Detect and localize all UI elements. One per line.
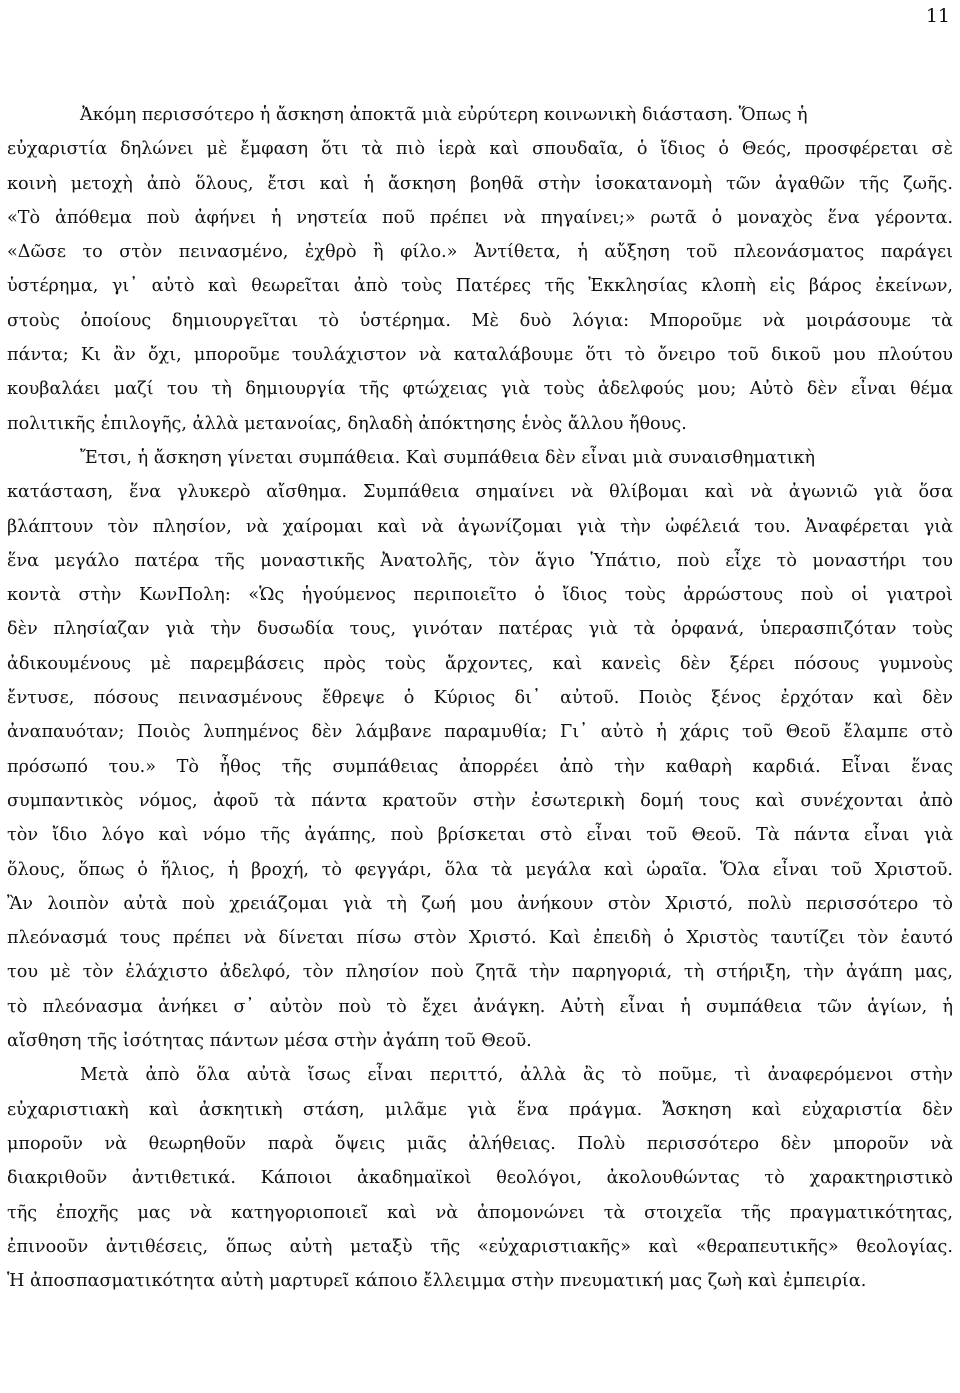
text-line: Ἡ ἀποσπασματικότητα αὐτὴ μαρτυρεῖ κάποιο ἔλλειμμα στὴν πνευματική μας ζωὴ καὶ ἐμπειρία. (7, 1271, 867, 1292)
text-line: ἀδικουμένους μὲ παρεμβάσεις πρὸς τοὺς ἄρχοντες, καὶ κανεὶς δὲν ξέρει πόσους γυμνοὺς (7, 653, 953, 674)
text-line: συμπαντικὸς νόμος, ἀφοῦ τὰ πάντα κρατοῦν στὴν ἐσωτερικὴ δομή τους καὶ συνέχονται ἀπὸ (7, 790, 953, 811)
text-line: Ἔτσι, ἡ ἄσκηση γίνεται συμπάθεια. Καὶ συμπάθεια δὲν εἶναι μιὰ συναισθηματικὴ (80, 447, 816, 468)
text-line: «Δῶσε το στὸν πεινασμένο, ἐχθρὸ ἢ φίλο.» Ἀντίθετα, ἡ αὔξηση τοῦ πλεονάσματος παράγει (7, 242, 953, 263)
text-line: ἀναπαυόταν; Ποιὸς λυπημένος δὲν λάμβανε παραμυθία; Γι᾽ αὐτὸ ἡ χάρις τοῦ Θεοῦ ἔλαμπε στὸ (7, 722, 953, 743)
text-line: εὐχαριστιακὴ καὶ ἀσκητικὴ στάση, μιλᾶμε γιὰ ἕνα πράγμα. Ἄσκηση καὶ εὐχαριστία δὲν (7, 1099, 953, 1120)
text-line: πρόσωπό του.» Τὸ ἦθος τῆς συμπάθειας ἀπορρέει ἀπὸ τὴν καθαρὴ καρδιά. Εἶναι ἕνας (7, 756, 953, 777)
text-line: Ἀκόμη περισσότερο ἡ ἄσκηση ἀποκτᾶ μιὰ εὐρύτερη κοινωνικὴ διάσταση. Ὅπως ἡ (80, 105, 808, 125)
page-number: 11 (925, 5, 950, 27)
text-line: Μετὰ ἀπὸ ὅλα αὐτὰ ἴσως εἶναι περιττό, ἀλλὰ ἂς τὸ ποῦμε, τὶ ἀναφερόμενοι στὴν (80, 1065, 953, 1086)
text-line: ἐπινοοῦν ἀντιθέσεις, ὅπως αὐτὴ μεταξὺ τῆς «εὐχαριστιακῆς» καὶ «θεραπευτικῆς» θεολογίας. (7, 1236, 953, 1257)
text-line: κουβαλάει μαζί του τὴ δημιουργία τῆς φτώχειας γιὰ τοὺς ἀδελφούς μου; Αὐτὸ δὲν εἶναι θέμα (7, 379, 953, 400)
text-line: ὅλους, ὅπως ὁ ἥλιος, ἡ βροχή, τὸ φεγγάρι, ὅλα τὰ μεγάλα καὶ ὡραῖα. Ὅλα εἶναι τοῦ Χριστοῦ. (7, 859, 953, 880)
text-line: τῆς ἐποχῆς μας νὰ κατηγοριοποιεῖ καὶ νὰ ἀπομονώνει τὰ στοιχεῖα τῆς πραγματικότητας, (7, 1202, 953, 1223)
text-line: κατάσταση, ἕνα γλυκερὸ αἴσθημα. Συμπάθεια σημαίνει νὰ θλίβομαι καὶ νὰ ἀγωνιῶ γιὰ ὅσα (7, 482, 953, 503)
text-line: πάντα; Κι ἂν ὄχι, μποροῦμε τουλάχιστον νὰ καταλάβουμε ὅτι τὸ ὄνειρο τοῦ δικοῦ μου πλούτου (7, 345, 953, 366)
body-text (7, 98, 953, 1298)
text-line: ἔντυσε, πόσους πεινασμένους ἔθρεψε ὁ Κύριος δι᾽ αὐτοῦ. Ποιὸς ξένος ἐρχόταν καὶ δὲν (7, 688, 953, 709)
text-line: κοντὰ στὴν ΚωνΠολη: «Ὡς ἡγούμενος περιποιεῖτο ὁ ἴδιος τοὺς ἀρρώστους ποὺ οἱ γιατροὶ (7, 585, 953, 606)
text-line: του μὲ τὸν ἐλάχιστο ἀδελφό, τὸν πλησίον ποὺ ζητᾶ τὴν παρηγοριά, τὴ στήριξη, τὴν ἀγάπη μας, (7, 962, 953, 983)
text-line: βλάπτουν τὸν πλησίον, νὰ χαίρομαι καὶ νὰ ἀγωνίζομαι γιὰ τὴν ὠφέλειά του. Ἀναφέρεται γιὰ (7, 516, 953, 537)
text-line: εὐχαριστία δηλώνει μὲ ἔμφαση ὅτι τὰ πιὸ ἱερὰ καὶ σπουδαῖα, ὁ ἴδιος ὁ Θεός, προσφέρεται σὲ (7, 139, 953, 160)
text-line: στοὺς ὁποίους δημιουργεῖται τὸ ὑστέρημα. Μὲ δυὸ λόγια: Μποροῦμε νὰ μοιράσουμε τὰ (7, 310, 953, 331)
text-line: ὑστέρημα, γι᾽ αὐτὸ καὶ θεωρεῖται ἀπὸ τοὺς Πατέρες τῆς Ἐκκλησίας κλοπὴ εἰς βάρος ἐκείνων, (7, 276, 953, 297)
text-line: κοινὴ μετοχὴ ἀπὸ ὅλους, ἔτσι καὶ ἡ ἄσκηση βοηθᾶ στὴν ἰσοκατανομὴ τῶν ἀγαθῶν τῆς ζωῆς. (7, 173, 953, 194)
text-line: μποροῦν νὰ θεωρηθοῦν παρὰ ὄψεις μιᾶς ἀλήθειας. Πολὺ περισσότερο δὲν μποροῦν νὰ (7, 1133, 953, 1154)
text-line: αἴσθηση τῆς ἰσότητας πάντων μέσα στὴν ἀγάπη τοῦ Θεοῦ. (7, 1031, 532, 1052)
text-line: τὸν ἴδιο λόγο καὶ νόμο τῆς ἀγάπης, ποὺ βρίσκεται στὸ εἶναι τοῦ Θεοῦ. Τὰ πάντα εἶναι γιὰ (7, 825, 953, 846)
text-line: πλεόνασμά τους πρέπει νὰ δίνεται πίσω στὸν Χριστό. Καὶ ἐπειδὴ ὁ Χριστὸς ταυτίζει τὸν ἑαυτό (7, 928, 953, 949)
text-line: πολιτικῆς ἐπιλογῆς, ἀλλὰ μετανοίας, δηλαδὴ ἀπόκτησης ἑνὸς ἄλλου ἤθους. (7, 413, 687, 434)
text-line: Ἂν λοιπὸν αὐτὰ ποὺ χρειάζομαι γιὰ τὴ ζωή μου ἀνήκουν στὸν Χριστό, πολὺ περισσότερο τὸ (7, 893, 953, 914)
text-line: δὲν πλησίαζαν γιὰ τὴν δυσωδία τους, γινόταν πατέρας γιὰ τὰ ὀρφανά, ὑπερασπιζόταν τοὺς (7, 619, 953, 640)
text-line: διακριθοῦν ἀντιθετικά. Κάποιοι ἀκαδημαϊκοὶ θεολόγοι, ἀκολουθώντας τὸ χαρακτηριστικὸ (7, 1168, 953, 1189)
text-line: «Τὸ ἀπόθεμα ποὺ ἀφήνει ἡ νηστεία ποῦ πρέπει νὰ πηγαίνει;» ρωτᾶ ὁ μοναχὸς ἕνα γέροντα. (7, 207, 953, 228)
text-line: τὸ πλεόνασμα ἀνήκει σ᾽ αὐτὸν ποὺ τὸ ἔχει ἀνάγκη. Αὐτὴ εἶναι ἡ συμπάθεια τῶν ἁγίων, ἡ (7, 996, 953, 1017)
text-line: ἕνα μεγάλο πατέρα τῆς μοναστικῆς Ἀνατολῆς, τὸν ἅγιο Ὑπάτιο, ποὺ εἶχε τὸ μοναστήρι του (7, 550, 953, 571)
